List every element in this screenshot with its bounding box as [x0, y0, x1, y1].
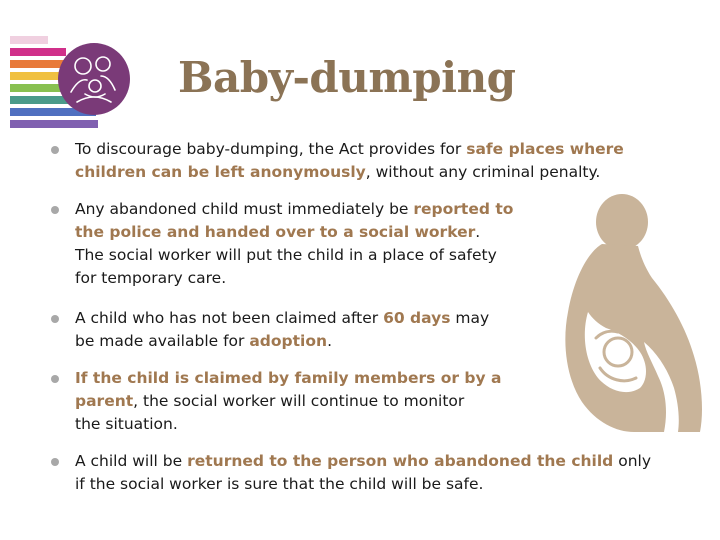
bullet-dot-icon: [51, 315, 59, 323]
bullet-text: [75, 307, 489, 353]
bullet-line: [75, 138, 624, 161]
decorative-stripe: [10, 120, 98, 128]
bullet-text: [75, 450, 651, 496]
bullet-line: [75, 198, 513, 221]
plain-text: the situation.: [75, 415, 178, 433]
plain-text: The social worker will put the child in a place of safety: [75, 246, 497, 264]
bullet-line: [75, 307, 489, 330]
highlight-text: parent: [75, 392, 134, 410]
bullet-text: [75, 138, 624, 184]
bullet-text: [75, 367, 501, 436]
bullet-line: [75, 330, 489, 353]
highlight-text: 60 days: [383, 309, 451, 327]
plain-text: if the social worker is sure that the child will be safe.: [75, 475, 484, 493]
plain-text: To discourage baby-dumping, the Act provides for: [75, 140, 467, 158]
plain-text: A child will be: [75, 452, 188, 470]
plain-text: only: [613, 452, 651, 470]
bullet-line: [75, 450, 651, 473]
plain-text: be made available for: [75, 332, 250, 350]
plain-text: for temporary care.: [75, 269, 227, 287]
plain-text: may: [450, 309, 490, 327]
bullet-line: [75, 413, 501, 436]
highlight-text: If the child is claimed by family members or by a: [75, 369, 502, 387]
plain-text: Any abandoned child must immediately be: [75, 200, 414, 218]
highlight-text: the police and handed over to a social worker: [75, 223, 476, 241]
bullet-line: [75, 473, 651, 496]
bullet-line: [75, 367, 501, 390]
highlight-text: reported to: [413, 200, 514, 218]
plain-text: .: [475, 223, 481, 241]
bullet-line: [75, 267, 513, 290]
highlight-text: safe places where: [466, 140, 624, 158]
highlight-text: children can be left anonymously: [75, 163, 366, 181]
bullet-text: [75, 198, 513, 290]
plain-text: , the social worker will continue to monitor: [133, 392, 465, 410]
bullet-line: [75, 390, 501, 413]
plain-text: , without any criminal penalty.: [365, 163, 601, 181]
bullet-line: [75, 221, 513, 244]
page-title: Baby-dumping: [178, 53, 516, 102]
mother-child-icon: [548, 192, 716, 442]
bullet-dot-icon: [51, 375, 59, 383]
plain-text: .: [327, 332, 332, 350]
decorative-stripe: [10, 36, 48, 44]
highlight-text: adoption: [249, 332, 328, 350]
bullet-dot-icon: [51, 206, 59, 214]
plain-text: A child who has not been claimed after: [75, 309, 384, 327]
bullet-dot-icon: [51, 458, 59, 466]
highlight-text: returned to the person who abandoned the child: [187, 452, 614, 470]
family-logo-icon: [57, 42, 131, 116]
bullet-line: [75, 161, 624, 184]
bullet-line: [75, 244, 513, 267]
bullet-dot-icon: [51, 146, 59, 154]
